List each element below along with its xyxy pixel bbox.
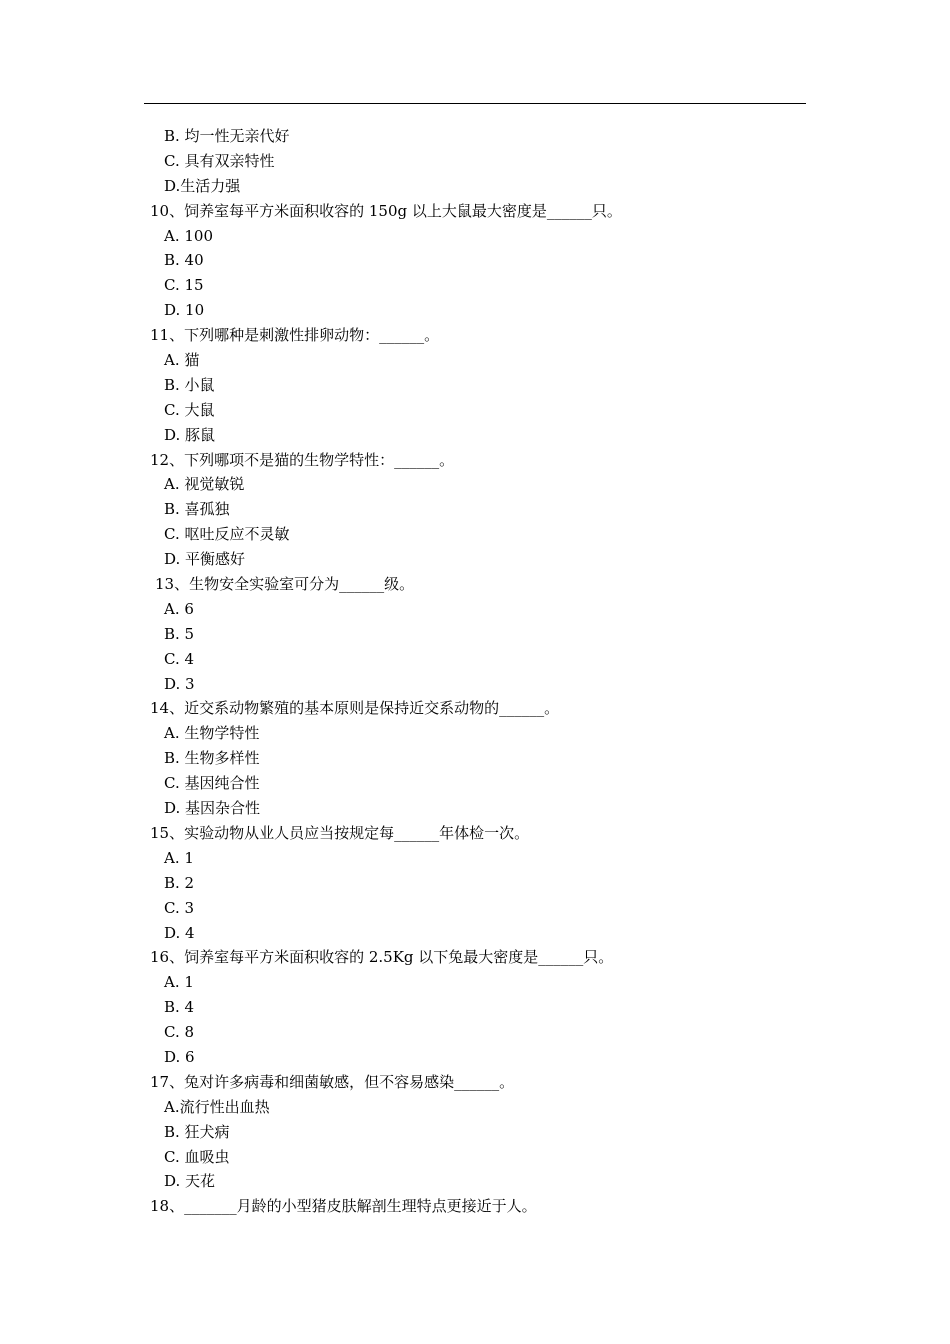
answer-option: A. 100 <box>164 226 213 245</box>
question-text: 14、近交系动物繁殖的基本原则是保持近交系动物的______。 <box>150 699 560 718</box>
answer-option: C. 大鼠 <box>164 400 215 419</box>
question-text: 13、生物安全实验室可分为______级。 <box>155 575 415 594</box>
question-text: 17、兔对许多病毒和细菌敏感，但不容易感染______。 <box>150 1072 515 1091</box>
answer-option: D. 豚鼠 <box>164 425 216 444</box>
answer-option: A. 生物学特性 <box>164 724 260 743</box>
answer-option: B. 狂犬病 <box>164 1122 230 1141</box>
answer-option: B. 喜孤独 <box>164 500 230 519</box>
answer-option: C. 基因纯合性 <box>164 774 260 793</box>
question-text: 12、下列哪项不是猫的生物学特性：______。 <box>150 450 455 469</box>
answer-option: A. 1 <box>164 973 194 992</box>
document-body <box>0 124 950 1219</box>
header-rule <box>144 103 806 104</box>
answer-option: A. 6 <box>164 599 194 618</box>
answer-option: B. 4 <box>164 998 195 1017</box>
answer-option: C. 4 <box>164 649 195 668</box>
answer-option: B. 生物多样性 <box>164 749 260 768</box>
question-text: 10、饲养室每平方米面积收容的 150g 以上大鼠最大密度是______只。 <box>150 201 622 220</box>
answer-option: A. 1 <box>164 848 194 867</box>
answer-option: D. 天花 <box>164 1172 216 1191</box>
answer-option: A. 视觉敏锐 <box>164 475 245 494</box>
question-text: 18、_______月龄的小型猪皮肤解剖生理特点更接近于人。 <box>150 1197 537 1216</box>
answer-option: C. 8 <box>164 1023 195 1042</box>
answer-option: A. 猫 <box>164 351 200 370</box>
answer-option: B. 均一性无亲代好 <box>164 127 290 145</box>
question-text: 16、饲养室每平方米面积收容的 2.5Kg 以下兔最大密度是______只。 <box>150 948 614 967</box>
question-text: 11、下列哪种是刺激性排卵动物：______。 <box>150 326 440 345</box>
answer-option: D. 3 <box>164 674 195 693</box>
answer-option: D.生活力强 <box>164 176 241 195</box>
answer-option: C. 具有双亲特性 <box>164 151 275 170</box>
answer-option: C. 15 <box>164 276 204 295</box>
answer-option: C. 3 <box>164 898 195 917</box>
answer-option: B. 5 <box>164 624 195 643</box>
answer-option: B. 40 <box>164 251 204 270</box>
answer-option: A.流行性出血热 <box>164 1097 270 1116</box>
answer-option: C. 血吸虫 <box>164 1147 230 1166</box>
answer-option: D. 基因杂合性 <box>164 799 261 818</box>
answer-option: C. 呕吐反应不灵敏 <box>164 525 290 544</box>
question-text: 15、实验动物从业人员应当按规定每______年体检一次。 <box>150 823 530 842</box>
answer-option: B. 2 <box>164 873 195 892</box>
answer-option: D. 4 <box>164 923 195 942</box>
answer-option: B. 小鼠 <box>164 375 215 394</box>
answer-option: D. 平衡感好 <box>164 550 246 569</box>
answer-option: D. 6 <box>164 1047 195 1066</box>
answer-option: D. 10 <box>164 301 205 320</box>
